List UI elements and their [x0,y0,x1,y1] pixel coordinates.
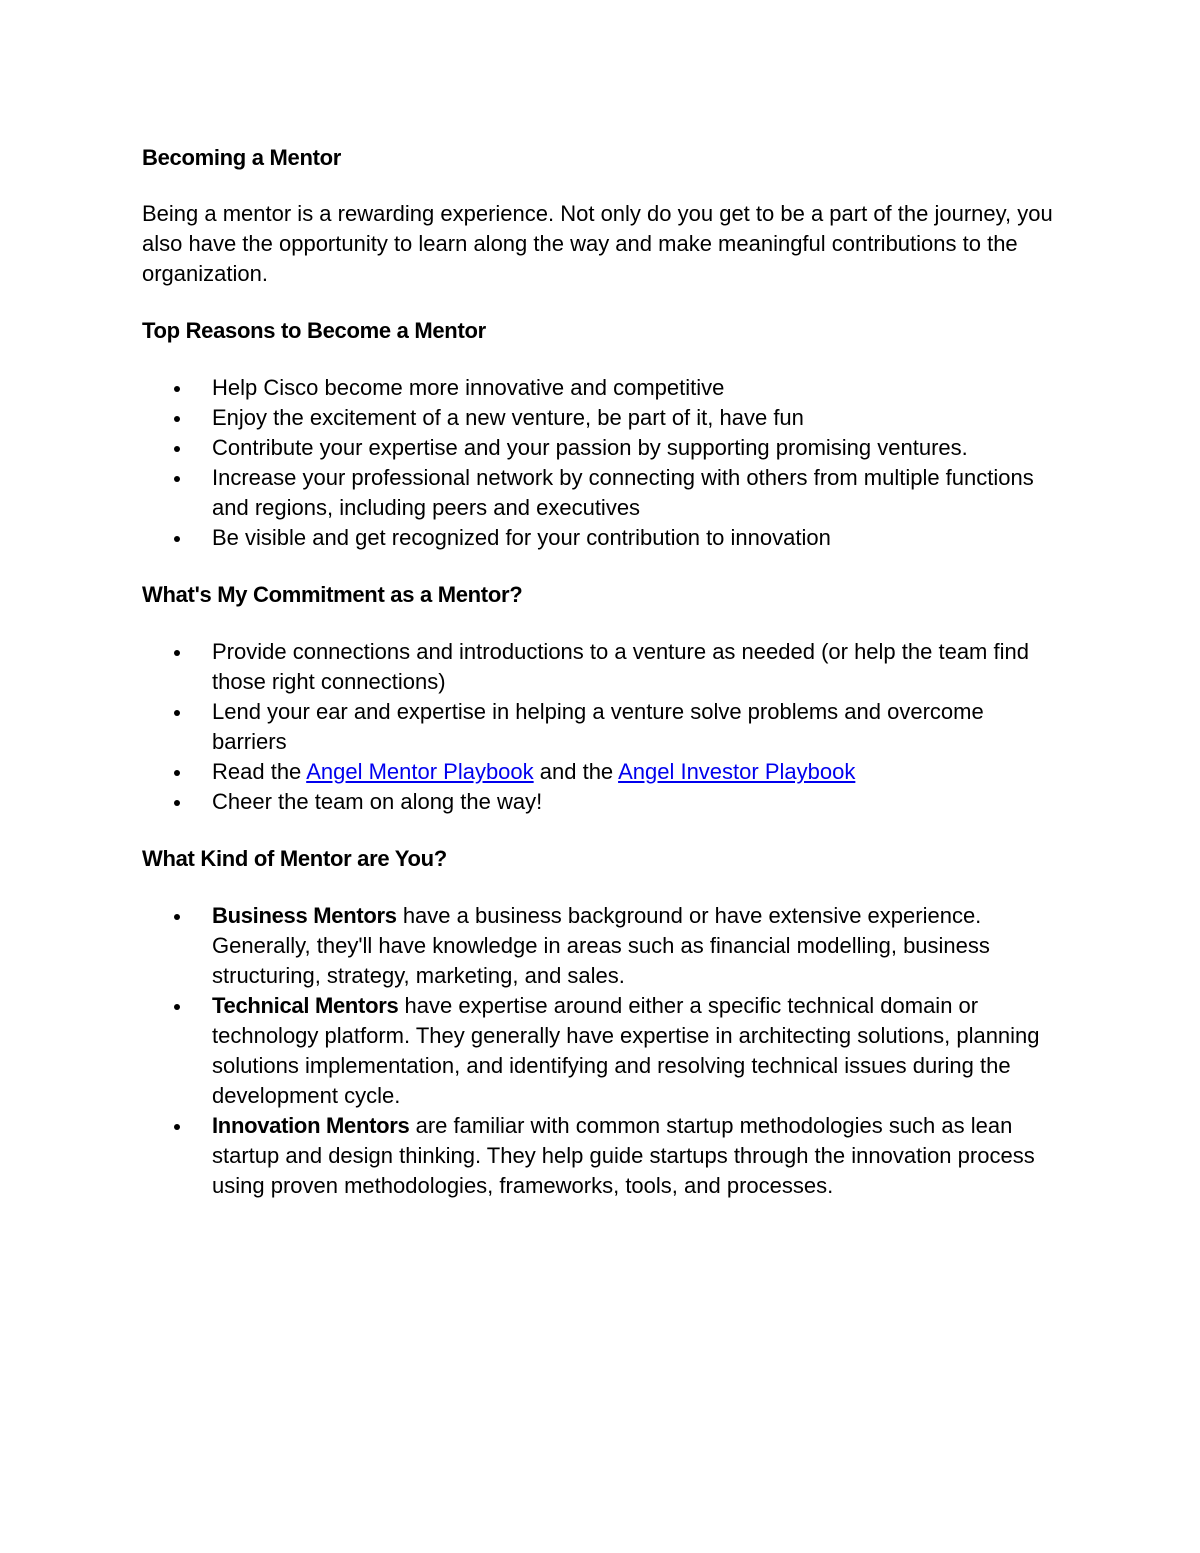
list-item-text: Lend your ear and expertise in helping a venture solve problems and overcome barriers [212,699,984,754]
bullet-icon [174,650,180,656]
bullet-icon [174,416,180,422]
bullet-icon [174,1004,180,1010]
business-mentors-term: Business Mentors [212,903,397,928]
bullet-icon [174,800,180,806]
business-mentors-description: have a business background or have extensive experience. Generally, they'll have knowledge in areas such as financial modelling, business structuring, strategy, marketing, and sales. [212,903,990,988]
list-item [142,787,1062,817]
reasons-heading: Top Reasons to Become a Mentor [142,318,486,343]
list-item [142,901,1062,991]
list-item [142,463,1062,523]
reasons-list [142,373,1062,553]
list-item [142,1111,1062,1201]
list-item-text: Increase your professional network by connecting with others from multiple functions and regions, including peers and executives [212,465,1034,520]
read-middle: and the [533,759,619,784]
list-item [142,373,1062,403]
list-item [142,637,1062,697]
bullet-icon [174,914,180,920]
intro-paragraph: Being a mentor is a rewarding experience. Not only do you get to be a part of the journey, you also have the opportunity to learn along the way and make meaningful contributions to the organization. [142,201,1053,286]
bullet-icon [174,1124,180,1130]
document-title: Becoming a Mentor [142,145,342,170]
bullet-icon [174,476,180,482]
kinds-heading: What Kind of Mentor are You? [142,846,447,871]
commitment-heading: What's My Commitment as a Mentor? [142,582,523,607]
list-item [142,991,1062,1111]
commitment-list [142,637,1062,817]
list-item-text [212,901,1062,991]
document-page [142,140,1062,1201]
list-item-text [212,757,1062,787]
list-item [142,523,1062,553]
innovation-mentors-description: are familiar with common startup methodologies such as lean startup and design thinking. They help guide startups through the innovation process using proven methodologies, frameworks, tools, and processes. [212,1113,1035,1198]
angel-investor-playbook-link[interactable]: Angel Investor Playbook [618,759,856,784]
list-item-text: Cheer the team on along the way! [212,789,543,814]
read-prefix: Read the [212,759,307,784]
list-item-text [212,991,1062,1111]
bullet-icon [174,770,180,776]
list-item [142,403,1062,433]
list-item [142,433,1062,463]
list-item-text: Contribute your expertise and your passion by supporting promising ventures. [212,435,968,460]
list-item-text [212,1111,1062,1201]
kinds-list [142,901,1062,1201]
list-item-text: Help Cisco become more innovative and competitive [212,375,725,400]
bullet-icon [174,386,180,392]
angel-mentor-playbook-link[interactable]: Angel Mentor Playbook [306,759,534,784]
bullet-icon [174,446,180,452]
list-item [142,757,1062,787]
list-item-text: Be visible and get recognized for your contribution to innovation [212,525,831,550]
list-item-text: Provide connections and introductions to a venture as needed (or help the team find those right connections) [212,639,1029,694]
technical-mentors-term: Technical Mentors [212,993,399,1018]
technical-mentors-description: have expertise around either a specific technical domain or technology platform. They generally have expertise in architecting solutions, planning solutions implementation, and identifying and resolving technical issues during the development cycle. [212,993,1040,1108]
list-item [142,697,1062,757]
list-item-text: Enjoy the excitement of a new venture, be part of it, have fun [212,405,804,430]
innovation-mentors-term: Innovation Mentors [212,1113,410,1138]
bullet-icon [174,710,180,716]
bullet-icon [174,536,180,542]
